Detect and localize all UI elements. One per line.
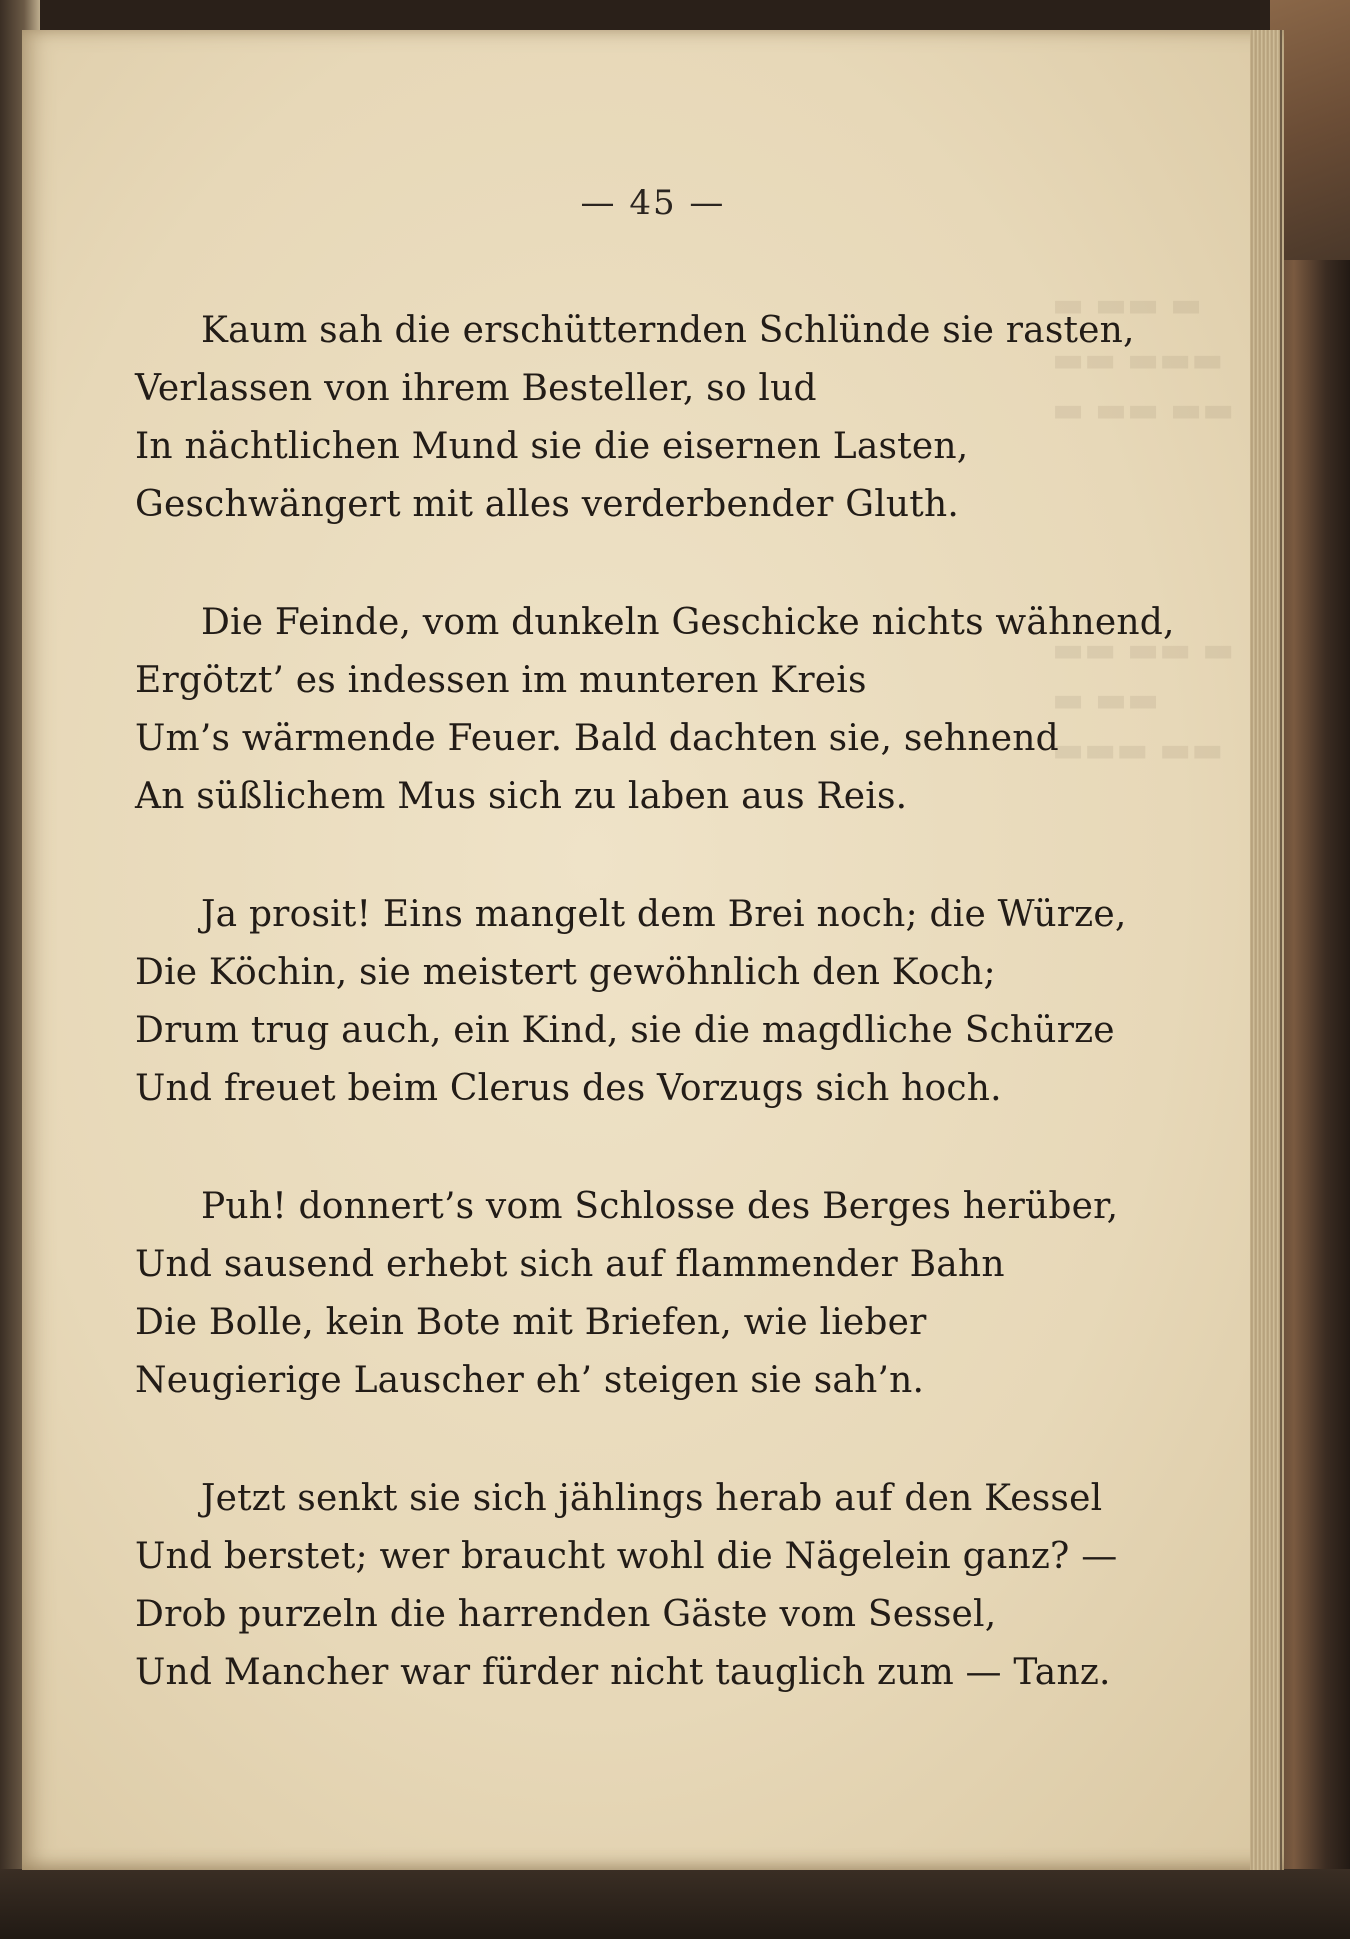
poem-line: Neugierige Lauscher eh’ steigen sie sah’n. <box>135 1360 925 1401</box>
book-cover-bottom <box>0 1869 1350 1939</box>
show-through: ▬ ▬▬ ▬▬ <box>1052 390 1235 430</box>
poem <box>135 302 1175 1762</box>
poem-line: Um’s wärmende Feuer. Bald dachten sie, sehnend <box>135 718 1059 759</box>
book-page <box>22 30 1284 1870</box>
poem-line: Die Bolle, kein Bote mit Briefen, wie lieber <box>135 1302 927 1343</box>
show-through: ▬▬▬ ▬▬ <box>1052 730 1224 770</box>
poem-line: Drum trug auch, ein Kind, sie die magdliche Schürze <box>135 1010 1115 1051</box>
poem-line: Die Köchin, sie meistert gewöhnlich den Koch; <box>135 952 996 993</box>
page-edge <box>1250 30 1282 1870</box>
poem-line: Verlassen von ihrem Besteller, so lud <box>135 368 817 409</box>
poem-line: Die Feinde, vom dunkeln Geschicke nichts wähnend, <box>201 602 1175 643</box>
stanza <box>135 886 1135 1118</box>
poem-line: Kaum sah die erschütternden Schlünde sie rasten, <box>201 310 1135 351</box>
poem-line: Und freuet beim Clerus des Vorzugs sich hoch. <box>135 1068 1002 1109</box>
poem-line: Jetzt senkt sie sich jählings herab auf den Kessel <box>201 1478 1103 1519</box>
stanza <box>135 302 1135 534</box>
stanza <box>135 1470 1135 1702</box>
stanza <box>135 1178 1135 1410</box>
poem-line: In nächtlichen Mund sie die eisernen Lasten, <box>135 426 969 467</box>
poem-line: Drob purzeln die harrenden Gäste vom Sessel, <box>135 1594 997 1635</box>
show-through: ▬▬ ▬▬▬ <box>1052 340 1224 380</box>
poem-line: Und Mancher war fürder nicht tauglich zum — Tanz. <box>135 1652 1111 1693</box>
show-through: ▬ ▬▬ <box>1052 680 1160 720</box>
show-through: ▬▬ ▬▬ ▬ <box>1052 630 1235 670</box>
show-through: ▬ ▬▬ ▬ <box>1052 285 1203 325</box>
poem-line: Geschwängert mit alles verderbender Gluth. <box>135 484 959 525</box>
poem-line: Ja prosit! Eins mangelt dem Brei noch; die Würze, <box>201 894 1127 935</box>
poem-line: Und sausend erhebt sich auf flammender Bahn <box>135 1244 1005 1285</box>
poem-line: An süßlichem Mus sich zu laben aus Reis. <box>135 776 908 817</box>
page-number: — 45 — <box>580 183 726 223</box>
poem-line: Ergötzt’ es indessen im munteren Kreis <box>135 660 867 701</box>
poem-line: Puh! donnert’s vom Schlosse des Berges herüber, <box>201 1186 1119 1227</box>
stanza <box>135 594 1175 826</box>
poem-line: Und berstet; wer braucht wohl die Nägelein ganz? — <box>135 1536 1118 1577</box>
